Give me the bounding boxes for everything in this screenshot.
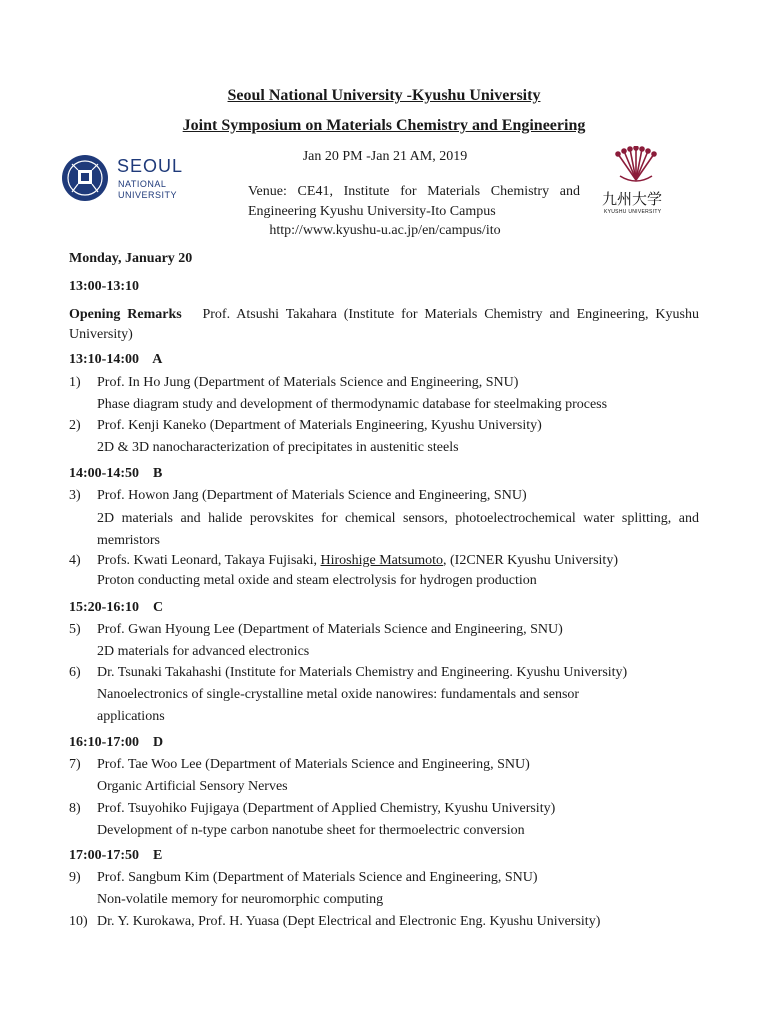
talk-7 bbox=[69, 755, 699, 797]
talk-number: 10) bbox=[69, 914, 88, 929]
kyushu-logo-text-jp: 九州大学 bbox=[602, 190, 663, 208]
talk-2 bbox=[69, 416, 699, 458]
talk-title: Development of n-type carbon nanotube sheet for thermoelectric conversion bbox=[97, 823, 525, 838]
snu-logo-text-3: UNIVERSITY bbox=[118, 190, 178, 200]
talk-number: 9) bbox=[69, 870, 81, 885]
title-line-2: Joint Symposium on Materials Chemistry and Engineering bbox=[182, 117, 586, 134]
talk-title: 2D materials and halide perovskites for chemical sensors, photoelectrochemical water splitting, and memristors bbox=[97, 511, 699, 548]
talk-speaker: Prof. Tsuyohiko Fujigaya (Department of Applied Chemistry, Kyushu University) bbox=[97, 801, 556, 816]
talk-5 bbox=[69, 620, 699, 662]
talk-8 bbox=[69, 799, 699, 841]
event-url[interactable]: http://www.kyushu-u.ac.jp/en/campus/ito bbox=[269, 223, 501, 238]
talk-speaker: Dr. Y. Kurokawa, Prof. H. Yuasa (Dept Electrical and Electronic Eng. Kyushu University) bbox=[97, 914, 601, 929]
snu-logo bbox=[60, 152, 184, 204]
talk-title: Proton conducting metal oxide and steam electrolysis for hydrogen production bbox=[97, 573, 537, 588]
talk-number: 2) bbox=[69, 418, 81, 433]
kyushu-logo bbox=[596, 146, 676, 220]
talk-number: 1) bbox=[69, 375, 81, 390]
opening-remarks-label: Opening Remarks bbox=[69, 307, 182, 322]
event-venue: Venue: CE41, Institute for Materials Chemistry and Engineering Kyushu University-Ito Campus bbox=[248, 184, 580, 219]
talk-number: 5) bbox=[69, 622, 81, 637]
talk-number: 3) bbox=[69, 488, 81, 503]
talk-speaker: Prof. Kenji Kaneko (Department of Materials Engineering, Kyushu University) bbox=[97, 418, 542, 433]
talk-title-line-1: Nanoelectronics of single-crystalline metal oxide nanowires: fundamentals and sensor bbox=[97, 687, 580, 702]
title-line-1: Seoul National University -Kyushu University bbox=[227, 87, 541, 104]
talk-speaker: Prof. Gwan Hyoung Lee (Department of Materials Science and Engineering, SNU) bbox=[97, 622, 563, 637]
talk-title-line-2: applications bbox=[97, 709, 165, 724]
talk-6 bbox=[69, 663, 699, 727]
kyushu-emblem-icon bbox=[596, 146, 676, 186]
talk-10 bbox=[69, 912, 699, 932]
talk-number: 7) bbox=[69, 757, 81, 772]
talk-number: 8) bbox=[69, 801, 81, 816]
talk-title: Non-volatile memory for neuromorphic computing bbox=[97, 892, 384, 907]
talk-speaker: Prof. In Ho Jung (Department of Materials Science and Engineering, SNU) bbox=[97, 375, 519, 390]
event-date: Jan 20 PM -Jan 21 AM, 2019 bbox=[302, 149, 468, 164]
talk-9 bbox=[69, 868, 699, 910]
talk-title: 2D materials for advanced electronics bbox=[97, 644, 310, 659]
talk-speaker: Prof. Howon Jang (Department of Materials Science and Engineering, SNU) bbox=[97, 488, 527, 503]
talk-number: 6) bbox=[69, 665, 81, 680]
talk-1 bbox=[69, 373, 699, 415]
snu-logo-text-2: NATIONAL bbox=[118, 179, 167, 189]
talk-number: 4) bbox=[69, 553, 81, 568]
talk-speaker bbox=[69, 551, 699, 571]
talk-3 bbox=[69, 486, 699, 552]
talk-speaker: Prof. Sangbum Kim (Department of Materials Science and Engineering, SNU) bbox=[97, 870, 538, 885]
talk-title: Organic Artificial Sensory Nerves bbox=[97, 779, 288, 794]
session-e-time: 17:00-17:50 E bbox=[69, 848, 163, 863]
talk-title: 2D & 3D nanocharacterization of precipitates in austenitic steels bbox=[97, 440, 459, 455]
session-a-time: 13:10-14:00 A bbox=[69, 352, 163, 367]
opening-time: 13:00-13:10 bbox=[69, 279, 139, 294]
session-c-time: 15:20-16:10 C bbox=[69, 600, 164, 615]
opening-remarks-text: Prof. Atsushi Takahara (Institute for Materials Chemistry and Engineering, Kyushu University) bbox=[69, 307, 699, 342]
day-heading: Monday, January 20 bbox=[69, 251, 193, 266]
talk-speaker-presenter: Hiroshige Matsumoto bbox=[320, 553, 443, 568]
talk-speaker: Dr. Tsunaki Takahashi (Institute for Materials Chemistry and Engineering. Kyushu University) bbox=[97, 665, 628, 680]
opening-remarks bbox=[69, 305, 699, 345]
talk-speaker-prefix: Profs. Kwati Leonard, Takaya Fujisaki, bbox=[97, 553, 321, 568]
talk-4 bbox=[69, 551, 699, 591]
session-b-time: 14:00-14:50 B bbox=[69, 466, 163, 481]
talk-speaker: Prof. Tae Woo Lee (Department of Materials Science and Engineering, SNU) bbox=[97, 757, 530, 772]
session-d-time: 16:10-17:00 D bbox=[69, 735, 164, 750]
kyushu-logo-text-en: KYUSHU UNIVERSITY bbox=[604, 209, 662, 215]
talk-speaker-suffix: , (I2CNER Kyushu University) bbox=[443, 553, 618, 568]
snu-logo-text-1: SEOUL bbox=[117, 156, 184, 176]
talk-title: Phase diagram study and development of thermodynamic database for steelmaking process bbox=[97, 397, 608, 412]
